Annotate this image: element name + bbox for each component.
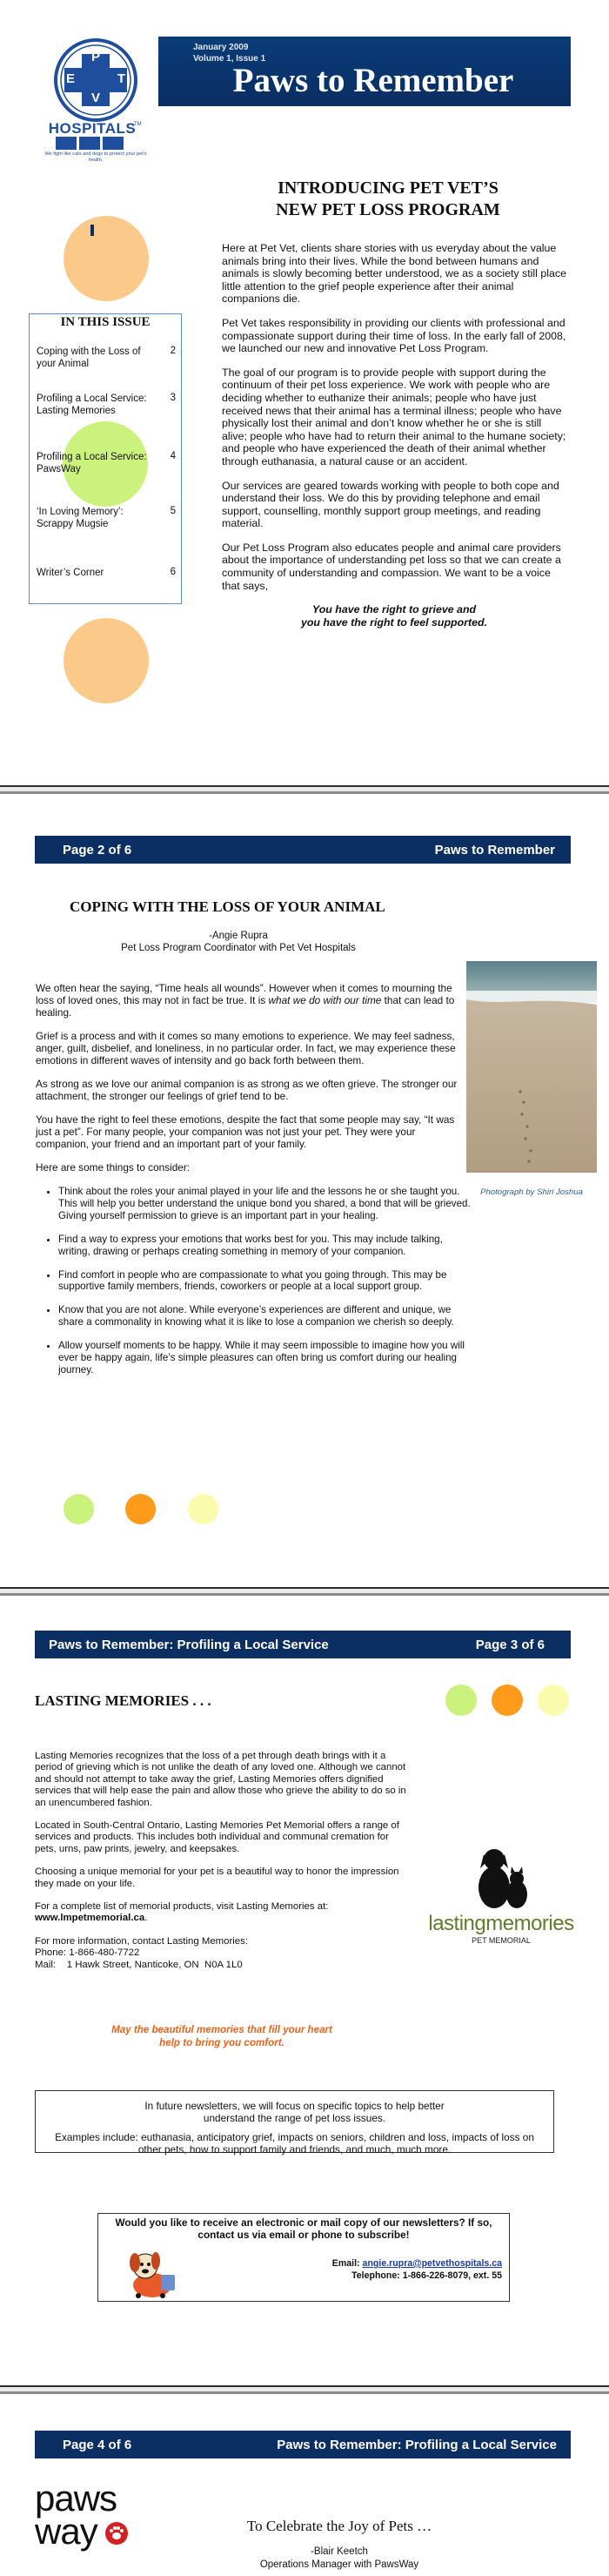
article-paragraph: Lasting Memories recognizes that the loss of a pet through death brings with it a period of grieving which is not unlike the death of any loved one. Although we cannot and should not attempt to take away the grief, Lasting Memories offers dignified services that will help ease the pain and allow those who grieve the ability to do so in an unencumbered fashion.: [35, 1751, 406, 1808]
article-body: [36, 982, 471, 1388]
logo-letter-p: P: [90, 50, 100, 64]
toc-item-title: ‘In Loving Memory’: Scrappy Mugsie: [37, 507, 124, 529]
page-header-bar: [35, 1631, 571, 1658]
closing-line2: you have the right to feel supported.: [300, 616, 488, 629]
article-author-role: Operations Manager with PawsWay: [259, 2559, 419, 2570]
email-link[interactable]: angie.rupra@petvethospitals.ca: [362, 2258, 502, 2269]
article-paragraph: We often hear the saying, “Time heals all wounds”. However when it comes to mourning the loss of loved ones, this may not in fact be true. It is what we do with our time that can lead to healing.: [36, 982, 455, 1019]
heart-icon: [79, 137, 100, 150]
subscribe-box: [97, 2213, 510, 2302]
page-separator: [0, 2385, 609, 2394]
tips-list: [36, 1186, 471, 1376]
article-body: [35, 1751, 409, 1971]
article-paragraph: Located in South-Central Ontario, Lasting Memories Pet Memorial offers a range of services and products. This includes both individual and communal cremation for pets, urns, paw prints, jewelry, and keepsakes.: [35, 1820, 399, 1854]
closing-statement: [222, 603, 566, 629]
beach-photo: [466, 961, 597, 1173]
article-author: -Blair Keetch: [311, 2546, 368, 2557]
logo-letter-t: T: [117, 71, 125, 86]
toc-item-page: 5: [170, 506, 176, 516]
article-paragraph: As strong as we love our animal companion is as strong as we often grieve. The stronger our attachment, the stronger our feelings of grief tend to be.: [36, 1078, 458, 1102]
logo-tm: TM: [134, 122, 142, 127]
article-paragraph: Our services are geared towards working with people to both cope and understand their loss. We do this by providing telephone and email support, counselling, monthly support group meetings, and reading material.: [222, 479, 559, 530]
article-author-role: Pet Loss Program Coordinator with Pet Vet Hospitals: [121, 943, 356, 953]
dog-icon: [103, 137, 124, 150]
article-paragraph: You have the right to feel these emotions, despite the fact that some people may say, “It was just a pet”. For many people, your companion was not just your pet. They were your companion, your friend and an important part of your family.: [36, 1113, 455, 1150]
logo-line2: way: [35, 2511, 97, 2552]
lasting-memories-logo: [405, 1842, 597, 1947]
logo-tagline: We fight like cats and dogs to protect your pet's health.: [44, 151, 147, 163]
decor-orange-circle: [492, 1685, 523, 1716]
article-paragraph: The goal of our program is to provide people with support during the continuum of their pet loss experience. We work with people who are deciding whether to euthanize their animals; people who have just received news that their animal has a terminal illness; people who have physically lost their animal and don’t know whether he or she is still alive; people who have had to return their animal to the humane society; and people who have experienced the death of their animal whether through euthanasia, a natural cause or an accident.: [222, 366, 566, 467]
article-title-line1: INTRODUCING PET VET’S: [278, 178, 499, 198]
dog-and-cat-silhouette-icon: [472, 1842, 532, 1910]
newsletter-name: Paws to Remember: [434, 842, 555, 858]
toc-item-title: Profiling a Local Service: PawsWay: [37, 452, 147, 474]
article-title: [212, 178, 564, 221]
issue-volume: Volume 1, Issue 1: [193, 54, 266, 64]
page-separator: [0, 785, 609, 794]
toc-item[interactable]: [37, 451, 177, 486]
photo-caption: Photograph by Shiri Joshua: [480, 1187, 583, 1197]
toc-item-page: 2: [170, 346, 176, 356]
section-title: Paws to Remember: Profiling a Local Service: [277, 2437, 557, 2452]
decor-orange-circle: [125, 1494, 156, 1524]
toc-item[interactable]: [37, 567, 177, 584]
visit-text: For a complete list of memorial products, visit Lasting Memories at:: [35, 1901, 329, 1913]
website-line: www.lmpetmemorial.ca.: [35, 1913, 148, 1924]
logo-brand: HOSPITALS: [48, 120, 137, 137]
page-number: Page 3 of 6: [475, 1637, 545, 1652]
article-paragraph: Our Pet Loss Program also educates people and animal care providers about the importance of understanding pet loss so that we can create a community of understanding and compassion. We want to be a voice that says,: [222, 541, 561, 592]
list-item: • Know that you are not alone. While everyone’s experiences are different and unique, we share a commonality in knowing what it is like to lose a companion we cherish so deeply.: [58, 1304, 471, 1328]
section-title: Paws to Remember: Profiling a Local Service: [49, 1637, 329, 1652]
logo-letter-v: V: [90, 91, 100, 105]
contact-block: Email: angie.rupra@petvethospitals.ca Telephone: 1-866-226-8079, ext. 55: [331, 2258, 502, 2281]
article-author: -Angie Rupra: [209, 931, 268, 941]
page-number: Page 4 of 6: [63, 2437, 132, 2452]
article-paragraph: Here at Pet Vet, clients share stories with us everyday about the value animals bring into their lives. While the bond between humans and animals is slowly becoming better understood, we as a society still place little attention to the grief people experience after their animal companions die.: [222, 242, 566, 306]
article-paragraph: Pet Vet takes responsibility in providing our clients with professional and compassionate support during their time of loss. In the early fall of 2008, we launched our new and innovative Pet Loss Program.: [222, 316, 566, 355]
list-item: • Find a way to express your emotions that works best for you. This may include talking, writing, drawing or perhaps creating something in memory of your companion.: [58, 1234, 471, 1258]
cartoon-dog-icon: [119, 2247, 189, 2301]
decor-yellow-circle: [188, 1494, 218, 1524]
toc-item-page: 6: [170, 567, 176, 577]
article-title: LASTING MEMORIES . . .: [35, 1692, 211, 1709]
logo-subtitle: PET MEMORIAL: [472, 1936, 531, 1945]
article-paragraph: Choosing a unique memorial for your pet is a beautiful way to honor the impression they made on your life.: [35, 1866, 399, 1889]
toc-item-title: Writer’s Corner: [37, 568, 104, 578]
masthead: [158, 37, 571, 106]
decor-peach-circle-bottom: [64, 618, 149, 703]
emphasis: what we do with our time: [268, 994, 382, 1006]
article-paragraph: Grief is a process and with it comes so many emotions to experience. We may feel sadness, anger, guilt, disbelief, and loneliness, in no particular order. In fact, we may experience these emotions in different waves of intensity and go back forth between them.: [36, 1030, 456, 1066]
article-title: COPING WITH THE LOSS OF YOUR ANIMAL: [70, 898, 385, 915]
toc-item[interactable]: [37, 346, 177, 380]
future-topics-line2: Examples include: euthanasia, anticipatory grief, impacts on seniors, children and loss, impacts of loss on other pets, how to support family and friends, and much, much more.: [55, 2131, 534, 2156]
decor-peach-circle-top: [64, 216, 149, 301]
telephone: Telephone: 1-866-226-8079, ext. 55: [351, 2270, 502, 2281]
logo-line1: paws: [35, 2478, 117, 2519]
toc-item-page: 4: [170, 451, 176, 461]
subscribe-text: Would you like to receive an electronic or mail copy of our newsletters? If so, contact us via email or phone to subscribe!: [115, 2216, 492, 2241]
closing-line1: You have the right to grieve and: [311, 603, 477, 616]
pawsway-logo: [35, 2478, 130, 2559]
logo-animal-icons: [56, 137, 124, 150]
toc-item-title: Coping with the Loss of your Animal: [37, 346, 141, 369]
toc-item-title: Profiling a Local Service: Lasting Memories: [37, 393, 147, 416]
article-paragraph: Here are some things to consider:: [36, 1161, 191, 1174]
list-item: • Think about the roles your animal played in your life and the lessons he or she taught you. This will help you better understand the unique bond you shared, a bond that will be grieved. Giving yourself permission to grieve is an important part in your healing.: [58, 1186, 471, 1222]
contact-mail: Mail: 1 Hawk Street, Nanticoke, ON N0A 1L0: [35, 1959, 243, 1970]
memorial-quote: [35, 2023, 409, 2049]
list-item: • Allow yourself moments to be happy. While it may seem impossible to imagine how you will ever be happy again, life’s simple pleasures can often bring us comfort during our healing journey.: [58, 1340, 471, 1376]
article-title-line2: NEW PET LOSS PROGRAM: [276, 200, 500, 219]
page-number: Page 2 of 6: [63, 842, 132, 858]
table-of-contents: [29, 313, 182, 604]
contact-intro: For more information, contact Lasting Memories:: [35, 1935, 248, 1947]
quote-line2: help to bring you comfort.: [159, 2037, 284, 2048]
decor-yellow-circle: [538, 1685, 569, 1716]
decor-lime-circle: [64, 1494, 94, 1524]
page-header-bar: [35, 2431, 571, 2458]
future-topics-line1: In future newsletters, we will focus on specific topics to help better understand the range of pet loss issues.: [144, 2100, 445, 2124]
website-link[interactable]: www.lmpetmemorial.ca: [35, 1913, 145, 1924]
newsletter-title: Paws to Remember: [232, 62, 514, 99]
toc-item-page: 3: [170, 393, 176, 403]
list-item: • Find comfort in people who are compassionate to what you going through. This may be supportive family members, friends, coworkers or people at a local support group.: [58, 1269, 471, 1294]
article-title: To Celebrate the Joy of Pets …: [246, 2518, 432, 2534]
toc-item[interactable]: [37, 506, 177, 544]
decor-tick-mark: [90, 225, 94, 236]
quote-line1: May the beautiful memories that fill your heart: [111, 2024, 332, 2035]
page-separator: [0, 1587, 609, 1596]
cat-icon: [56, 137, 77, 150]
pet-vet-logo: [44, 35, 148, 163]
contact-phone: Phone: 1-866-480-7722: [35, 1947, 140, 1959]
logo-wordmark: lastingmemories: [428, 1912, 574, 1935]
article-body: [222, 242, 566, 629]
logo-letter-e: E: [66, 71, 76, 86]
paw-print-icon: [104, 2521, 129, 2546]
future-topics-box: [35, 2090, 554, 2156]
page-header-bar: [35, 836, 571, 864]
toc-item[interactable]: [37, 393, 177, 427]
decor-lime-circle: [445, 1685, 477, 1716]
beach-photo-image: [466, 961, 597, 1173]
issue-date: January 2009: [193, 43, 249, 52]
toc-heading: IN THIS ISSUE: [60, 315, 151, 329]
